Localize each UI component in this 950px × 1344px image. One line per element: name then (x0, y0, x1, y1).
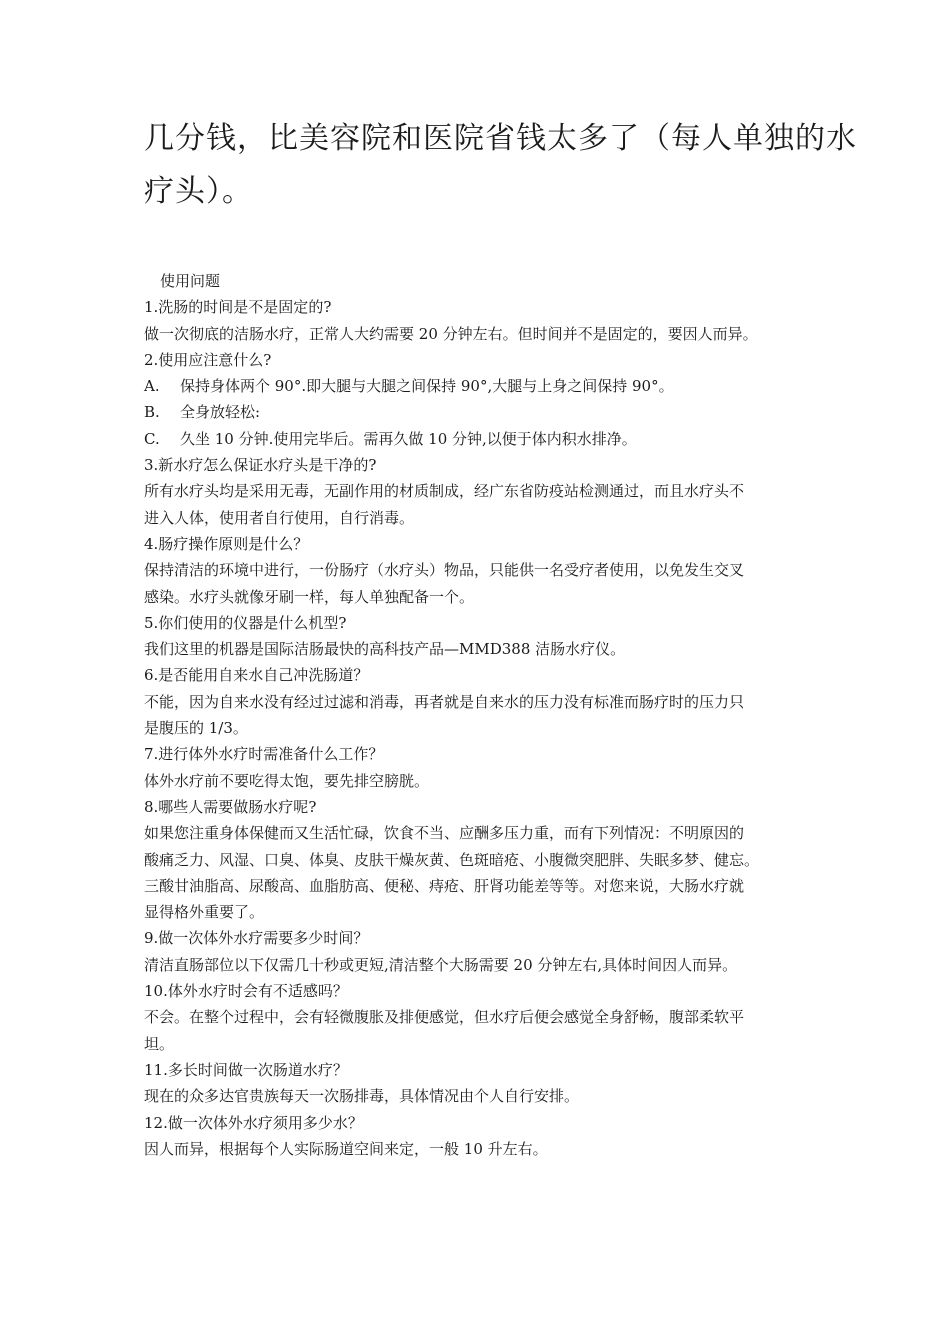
question-1: 1.洗肠的时间是不是固定的? (144, 298, 332, 317)
answer-4-line-2: 感染。水疗头就像牙刷一样，每人单独配备一个。 (144, 587, 475, 606)
answer-10-line-2: 坦。 (144, 1034, 175, 1053)
intro-paragraph (144, 112, 857, 218)
section-title: 使用问题 (160, 272, 221, 290)
answer-3-line-1: 所有水疗头均是采用无毒，无副作用的材质制成，经广东省防疫站检测通过，而且水疗头不 (144, 482, 745, 501)
question-6: 6.是否能用自来水自己冲洗肠道？ (144, 666, 369, 685)
question-10: 10.体外水疗时会有不适感吗？ (144, 982, 348, 1001)
question-8: 8.哪些人需要做肠水疗呢? (144, 797, 317, 816)
question-4: 4.肠疗操作原则是什么？ (144, 534, 309, 553)
answer-10-line-1: 不会。在整个过程中，会有轻微腹胀及排便感觉，但水疗后便会感觉全身舒畅，腹部柔软平 (144, 1008, 745, 1027)
answer-2-option-a (144, 373, 814, 399)
question-9: 9.做一次体外水疗需要多少时间？ (144, 929, 369, 948)
answer-8-line-3: 三酸甘油脂高、尿酸高、血脂肪高、便秘、痔疮、肝肾功能差等等。对您来说，大肠水疗就 (144, 876, 745, 895)
option-letter: B. (144, 403, 160, 422)
intro-line-2: 疗头）。 (144, 174, 253, 209)
answer-6-line-2: 是腹压的 1/3。 (144, 719, 248, 738)
option-letter: A. (144, 377, 160, 396)
answer-2-option-c (144, 426, 814, 452)
answer-2-option-b (144, 399, 814, 425)
option-text: 保持身体两个 90°.即大腿与大腿之间保持 90°,大腿与上身之间保持 90°。 (180, 377, 674, 396)
answer-8-line-1: 如果您注重身体保健而又生活忙碌，饮食不当、应酬多压力重，而有下列情况：不明原因的 (144, 824, 745, 843)
answer-4-line-1: 保持清洁的环境中进行，一份肠疗（水疗头）物品，只能供一名受疗者使用，以免发生交叉 (144, 561, 745, 580)
question-11: 11.多长时间做一次肠道水疗？ (144, 1060, 348, 1079)
option-letter: C. (144, 429, 160, 448)
answer-8-line-4: 显得格外重要了。 (144, 903, 265, 922)
option-text: 全身放轻松: (180, 403, 261, 422)
answer-12: 因人而异，根据每个人实际肠道空间来定，一般 10 升左右。 (144, 1139, 548, 1158)
answer-8-line-2: 酸痛乏力、风湿、口臭、体臭、皮肤干燥灰黄、色斑暗疮、小腹微突肥胖、失眠多梦、健忘。 (144, 850, 760, 869)
question-7: 7.进行体外水疗时需准备什么工作？ (144, 745, 384, 764)
intro-line-1: 几分钱，比美容院和医院省钱太多了（每人单独的水 (144, 121, 857, 156)
answer-11: 现在的众多达官贵族每天一次肠排毒，具体情况由个人自行安排。 (144, 1087, 580, 1106)
question-12: 12.做一次体外水疗须用多少水？ (144, 1113, 363, 1132)
answer-7: 体外水疗前不要吃得太饱，要先排空膀胱。 (144, 771, 430, 790)
faq-section (144, 268, 814, 1162)
question-2: 2.使用应注意什么? (144, 350, 272, 369)
answer-9: 清洁直肠部位以下仅需几十秒或更短,清洁整个大肠需要 20 分钟左右,具体时间因人而异。 (144, 955, 738, 974)
answer-3-line-2: 进入人体，使用者自行使用，自行消毒。 (144, 508, 415, 527)
answer-5: 我们这里的机器是国际洁肠最快的高科技产品—MMD388 洁肠水疗仪。 (144, 640, 626, 659)
question-5: 5.你们使用的仪器是什么机型? (144, 613, 347, 632)
answer-6-line-1: 不能，因为自来水没有经过过滤和消毒，再者就是自来水的压力没有标准而肠疗时的压力只 (144, 692, 745, 711)
option-text: 久坐 10 分钟.使用完毕后。需再久做 10 分钟,以便于体内积水排净。 (180, 429, 637, 448)
answer-1: 做一次彻底的洁肠水疗，正常人大约需要 20 分钟左右。但时间并不是固定的，要因人而异。 (144, 324, 758, 343)
question-3: 3.新水疗怎么保证水疗头是干净的? (144, 456, 377, 475)
